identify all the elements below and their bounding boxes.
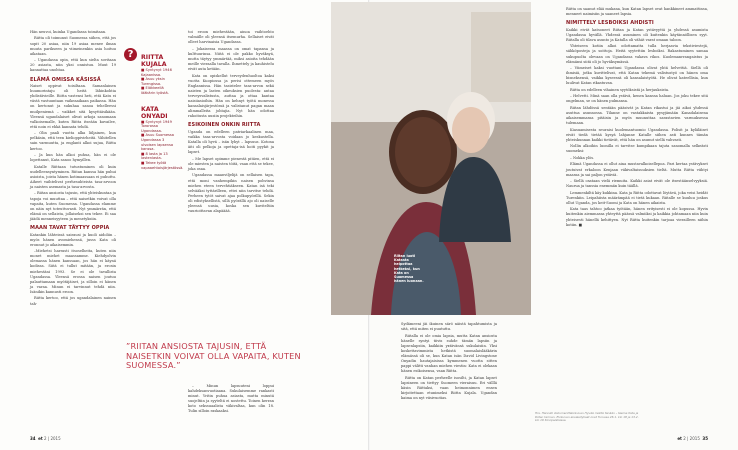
paragraph: Riitta on saanut elää mukana, kun Katan lapset ovat hankkineet ammattinsa, menneet naimisiin ja saaneet lapsia.: [566, 7, 708, 17]
paragraph: – Jokaisessa maassa on omat tapansa ja kulttuurinsa. Niitä ei ole pakko hyväksyä, mutta täytyy ymmärtää, miksi asioita tehdään meille vieraalla tavalla. Ihmettely ja kauhistelu eivät auta ketään.: [188, 46, 274, 72]
paragraph: Nollin alkoihin luonilla ei tarvitse kumpikaan tajuta sanomalla selkeästi suomeksi:: [566, 144, 708, 154]
paragraph: Kata taas tahtoo jatkaa työtään, hänen erityisesti ei ole kopussa. Hyvin kuitenkin aiemmassa yhteyttä päässä valmiiksi ja kaikkia johtamaan niin kuin yhteisesti hänellä kehittyen. Nyt Riitta kuitenkin tarjoaa vierailleen niihin kotiin. ■: [566, 207, 708, 227]
paragraph: Riitta on Katan perheelle isosilti, ja Katan lapset lapsineen on tiettyy Suomeen vieraisuu. Eri välllä käsin Riittaksi, vaan heimonnimen ensen kirjoitettaan etunimeksi Riitta Kujala. Ugandan kaima on nyt viisivuotias.: [401, 375, 497, 401]
column-2: [188, 30, 274, 216]
subheading: ESIKOINEN ONKIN RIITTA: [188, 122, 261, 129]
pull-quote: ”RIITAN ANSIOSTA TAJUSIN, ETTÄ NAISETKIN VOIVAT OLLA VAPAITA, KUTEN SUOMESSA.”: [126, 341, 301, 371]
paragraph: – Minun lapsuuteni loppui kahdeksanvuotiaana. Sukulaisemme rankasti minut. Yritin puhua asiasta, mutta minutä suojeltiin ja syyteltä ei nostettu. Toinen kerran koto sekssuaalista väkivaltaa, kun olin 18. Tulin silloin raskaaksi.: [188, 384, 274, 414]
subheading: NIMITTELY LESBOIKSI AHDISTI: [566, 20, 654, 27]
paragraph: Riitalla ei ole omia lapsia, mutta Katan ansiosta hänelle syntyi tiivis suhde tämän lapsiin ja lapsenlapsiin, kaikkiin yxtävänsä sukulaisiin. Yksi koskettavimmista hetkistä suomalaislääkärin elämässä oli se, kun Katan isän David Livingstone Onyadin hautajaisissa kymmenen vuotta sitten pappi välitti vanhan miehen viestin: Kata ei olekaan hänen esikoisensa, vaan Riitta.: [401, 333, 497, 374]
paragraph: Lemmenkiltä käy kukkina. Kata ja Riitta odottavat löytävä, joka veisi heidät Turenkiin. Leipahiista määrämpää ei tietä kukaan. Riitalle se kuuluu joskus ollut Uganda, jos keit-Suomi ja Kata on hänen aikaista.: [566, 190, 708, 205]
issue-number: 2 | 2015: [44, 436, 61, 441]
paragraph: Kata on opiskellut terveydenhuoltoa kaksi vuotta Kuopiossa ja perisi ottemeen myös Englannissa. Hän tasistelee tasa-arvon sekä naisten ja lasten oikeuksien puolesta: antaa terveysvalistusta, auttaa ja ottaa kantaa naisiiasioihin. Hän on kehnyt työtä monessa kansalaisjärjestössä ja valistanut pagan maan alimmalleita johtajia. Nyt hän odottaa rahoitusta uusiin projekteihin.: [188, 73, 274, 119]
footer-right: [677, 436, 708, 441]
issue-number: 2 | 2015: [683, 436, 700, 441]
page-number: 34: [30, 436, 36, 441]
paragraph: Riitta oli toimunut Suomessa siihen, että jos sopit 20 asiaa, niin 19 asiaa menee ilman muuta parikseen ja viimeinenkin asia hoituu aikataan.: [30, 36, 116, 56]
column-4: [566, 7, 708, 229]
paragraph: Katalle Riittaan tutustuminen oli kuin uudelleensyntyminen. Riitan kanssa hän puhui asioista, joista hänen kotimaassaan ei puhuttu. Aiheet vaihtelivat perhesuhteista tasa-arvoon ja naisten asemasta ja tasa-arvosta.: [30, 164, 116, 189]
paragraph: Riitta on edelleen vihainen syytöksistä ja herjauksista.: [570, 87, 670, 92]
paragraph: Ugandassa maanviljelijä on sellaisen tapa, että moni vanhempikin naisen pohvinsa miehen eteen tervehtiäkseen. Katan isä teki selvääksi tyttärilleen, ettei niin tarvitse tehdä. Perheen tytöt saivat ajaa polkupyörillä. Sekin oli edistyksellistä, sillä pyörällä ajo oli naiselle yleensä uusia, koska sen kuviteltiin vaurioittavan alapääää.: [188, 173, 274, 214]
paragraph: Katankin lähteissä sairausi ja kuoli aidoliin – myös hänen avomiehensä, jusss Kata oli eronnut jo aikaisemmin.: [30, 232, 116, 247]
paragraph: – Nokka ylös.: [570, 155, 595, 160]
kata-name: KATA ONYADI: [141, 105, 168, 120]
paragraph: Kaikki eivät katsoneet Riitan ja Katan ystävyyttä ja yhdessä asumista Ugandassa hyvällä. Yhdessä asuminen oli kuitenkin käytännöllisen syyt. Riitalla oli tilava asunto ja Katalla oli vähät varat omaan taloon.: [566, 27, 708, 42]
paragraph: – Helvetti. Minä saan olla ystävä, kenen kanssa haluan. Jos joku tekee sitä ongelman, se on hänen pulmansa.: [566, 94, 708, 104]
paragraph: Riitta kertoo, että jos ugandalainen nainen tah-: [30, 296, 116, 306]
question-mark-icon: ?: [124, 48, 137, 61]
paragraph: –Miehetsi harrasti itsoselheita, kuten niin monet miehet maassamme. Kiehdyolvin olemassa hänen kanssaan, jos hän ei käynä kodissa. Siitä ei tullut mitään, ja erosin miehestäni 1993. Se ei ole tavallista Ugandassa. Yleensä erossa naisen joutuu palauttamaan myötäjäiset, ja silloin ei hänen ja varaa. Minun ei tarvinnut tehdä niin. Isänikin kannusti eroon.: [30, 249, 116, 294]
paragraph: Yhteiseen kotiin alkoi odottamatta tulla herjaavia tekstiviestejä, sähköposteja ja soittoja. Heitä syytettiin lesboiksi. Rakastuminen samaa sukupuolta olevaan on Ugandassa vakava rikos. Kuolemanrrangaistus ja elämänsi siitä oli jo hyväksymässä.: [566, 44, 708, 64]
sidebar-fact: ■ Eläkkeellä lääkärin työstä.: [141, 86, 169, 95]
sidebar-fact: ■ Syntynyt 1949 Tororossa Ugandassa.: [141, 119, 172, 133]
paragraph: Naiset oppivat toisiltaan. Samanlainen huumorintaju oli heitä lähinkohtia yhdistävieille. Riitta vastensi heti, että Katu ei västä vastuuntaan vaikeaaikaan paikassa. Hän on kertonut ja sukuhaa sanoa tehelleessi muilpeniemä – vaikket sitä kysyttäisikään. Yleensä ugandalaiset olivat arkoja sanomaan valkoisemalle, kuten Riitta itseään kuvailee, että noin ei ehkä kannata tehdä.: [30, 84, 116, 129]
profile-sidebar: [124, 48, 184, 170]
paragraph: Sydämeeni jäi ikuinen särö näistä tapahtumista ja sitä, että miten ei puututtu.: [401, 322, 497, 332]
paragraph: – Riitan ansiosta tajusin, että yhteiskuntaa ja tapoja voi muuttaa – että naisetkin voivat olla vapaita, kuten Suomessa. Ugandassa elamme on näin nyt toteuttuvasti. Nyt ymmärrän, että elämä on sellaista, jollaiseksi sen tekee. Ei saa jäädä menneisyyteen ja menetyksiin.: [30, 191, 116, 221]
photo-illustration: [331, 2, 531, 315]
paragraph: – Siellä osataan vielä riemuita. Kaikki asiat eivät ole itsestäänselvyyksiä. Naurua ja tanssia enemmän kuin täällä.: [566, 179, 708, 189]
footer-left: [30, 436, 61, 441]
sidebar-fact: ■ Tekee työtä vapaaehtoisjärjestössä.: [141, 160, 184, 170]
paragraph: – Ugandassa opin, että kun sielta sovitaan 20 asiasta, niin yksi onnistuu. Muut 19 kannattaa unohtaa.: [30, 58, 116, 73]
magazine-name: et: [677, 436, 682, 441]
paragraph: – Me lapset opimme pienestä pitäen, että ei ole miesten ja naisten töitä, vaan että se tekee, joka osaa.: [188, 156, 274, 171]
column-2-bottom: [188, 384, 274, 416]
paragraph: Riitan lähdössä sentään pääsivät ja Katan rikastui ja jäi aikoi yhdessä asuttua asunnossa. Tilanne on vastakkaista pysyjämään Kanadalaisena aikaisemmassa pitäisin ja myös muunuttaa sarastavien varmuksessa tulemaan.: [566, 105, 708, 126]
sidebar-fact: ■ Syntynyt 1946 Kajaanissa.: [141, 68, 172, 77]
subheading: MAAN TAVAT TÄYTYY OPPIA: [30, 225, 110, 232]
paragraph: toi eroon miehestään, ainoa vaihtoehto valmiille oli yleensä itsemurha. Sellaiset eivät olleet harvinaisia Ugandassa.: [188, 30, 274, 45]
column-1: [30, 30, 116, 308]
column-3: [401, 322, 497, 403]
riitta-name: RIITTA KUJALA: [141, 54, 167, 68]
photo-credit: Hrs. Hänneti dokumenttielokuvan Hyvää mieltä tänään – teema Kata ja Riitan tarinan. Elokuvan ensiesitykset ovat Turussa 26.1. klo 18 ja 13.2. klo 19 Kinopalatsissa.: [535, 411, 639, 423]
magazine-name: et: [38, 436, 43, 441]
photo-two-women: [331, 2, 531, 315]
page-number: 35: [702, 436, 708, 441]
paragraph: – Viimeiset kaksi vuottani Ugandassa olivat yhtä helvettiä. Siellä oli ihmisiä, jotka kuvittelivat, että Katan tekemä valistustyö on hänen oma bisneksensä, vaikka kyseessä oli kansalaistyötä. He olivat kateellisia, kun luulivat Katan rikastuvan.: [566, 66, 708, 86]
paragraph: – Olin paali vuotta alka liiljainen, kun pelkäsin, että teen kielioppivirheitä. Vähitellen sain varmuutta, ja englanti alkoi sujua, Riitta kertoo.: [30, 131, 116, 151]
sidebar-fact: ■ Asuu yksin Turengissa.: [141, 77, 165, 86]
paragraph: Uganda on edelleen patriarkaalinen maa, vaikka tasa-arvosta voidaan jo keskustella. Katalla oli hyvä – isän lyhyt – lapsuus. Kotona äiti oli pelkoja ja opettaja-isä hoiti pyykit ja lapset.: [188, 129, 274, 155]
paragraph: Hän neuvoi, kuinka Ugandassa toimitaan.: [30, 30, 107, 34]
sidebar-fact: ■ Asuu Suomessa Ugandassa 3 ulvoisen lapsensa kanssa.: [141, 133, 174, 152]
subheading: ELÄMÄ OMISSA KÄSISSÄ: [30, 76, 101, 83]
photo-caption: Riitan luoti Katasta helpottaa hetkeksi, kun Kata on Suomessa hänen luonaan.: [394, 254, 424, 284]
paragraph: Elämä Ugandassa ei ollut aina mustavalkoisellepoa. Pari kertaa ystävykset joutuivat erkaloon Kenjaan väkivaltaisuuksien tieltä. Mutta Riitta viihtyi maassa ja sai paljon ystäviä.: [566, 162, 708, 177]
paragraph: – Ja kun hän alkoi puhua, hän ei ole lopettanut, Kata sanoo hymyillen.: [30, 153, 116, 163]
paragraph: Kiasuamisesta seuraisi kuolemantuomio Ugandassa. Polisit ja kyläläiset eivät tiedä tietää kysyä lahjanne Katalle siihen asti kunnes tämän yhteiskunnan kaikki tietävät, että hän on asunut siellä vahvasti.: [566, 127, 708, 142]
sidebar-fact: ■ 8 lasta ja 13 lastenlasta.: [141, 151, 168, 161]
